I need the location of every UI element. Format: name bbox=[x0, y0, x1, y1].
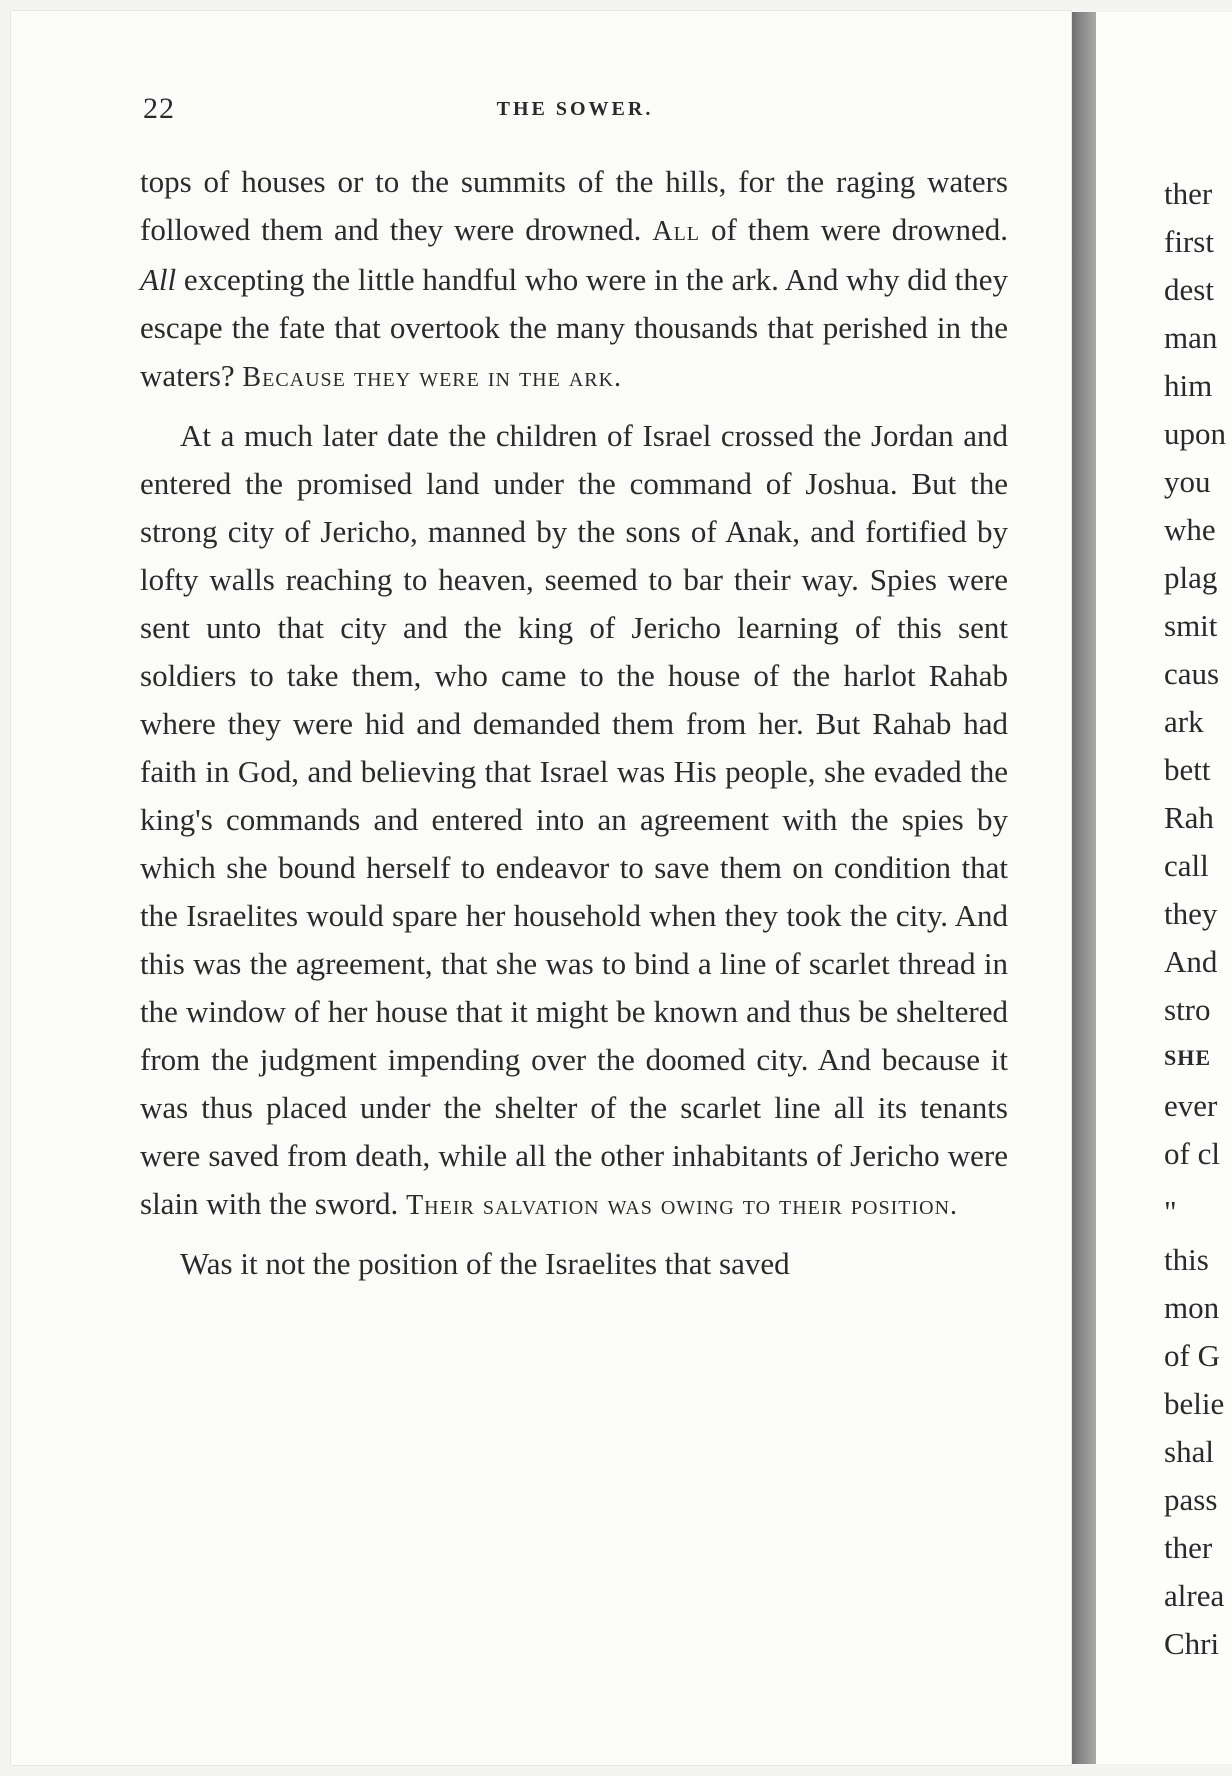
running-title: THE SOWER. bbox=[496, 98, 654, 120]
small-caps-run: All bbox=[652, 216, 701, 247]
facing-page-line: upon bbox=[1164, 416, 1226, 451]
facing-page-line: ther bbox=[1164, 1530, 1213, 1565]
text-run: tops of houses or to the summits of the hills, for the raging waters followed them and they were drowned. bbox=[140, 164, 1008, 247]
small-caps-run: Their salvation was owing to their position. bbox=[406, 1190, 959, 1221]
facing-page-line: first bbox=[1164, 224, 1214, 259]
text-run: of them were drowned. bbox=[700, 212, 1008, 247]
facing-page-line: whe bbox=[1164, 512, 1216, 547]
paragraph-2 bbox=[140, 412, 1008, 1230]
facing-page-line: smit bbox=[1164, 608, 1218, 643]
facing-page-line: man bbox=[1164, 320, 1218, 355]
facing-page-line: call bbox=[1164, 848, 1209, 883]
facing-page-line: ark bbox=[1164, 704, 1204, 739]
facing-page-line: ever bbox=[1164, 1088, 1218, 1123]
facing-page-line: ther bbox=[1164, 176, 1213, 211]
text-run: At a much later date the children of Israel crossed the Jordan and entered the promised land under the command of Joshua. But the strong city of Jericho, manned by the sons of Anak, and fortified by lofty walls reaching to heaven, seemed to bar their way. Spies were sent unto that city and the king of Jericho learning of this sent soldiers to take them, who came to the house of the harlot Rahab where they were hid and demanded them from her. But Rahab had faith in God, and believing that Israel was His people, she evaded the king's commands and entered into an agreement with the spies by which she bound herself to endeavor to save them on condition that the Israelites would spare her household when they took the city. And this was the agreement, that she was to bind a line of scarlet thread in the window of her house that it might be known and thus be sheltered from the judgment impending over the doomed city. And because it was thus placed under the shelter of the scarlet line all its tenants were saved from death, while all the other inhabitants of Jericho were slain with the sword. bbox=[140, 418, 1008, 1221]
facing-page-line: they bbox=[1164, 896, 1218, 931]
facing-page-line: plag bbox=[1164, 560, 1218, 595]
facing-page-line: this bbox=[1164, 1242, 1209, 1277]
body-text bbox=[140, 158, 1008, 1288]
italic-run: All bbox=[140, 262, 177, 297]
facing-page-line: And bbox=[1164, 944, 1218, 979]
text-run: excepting the little handful who were in the ark. And why did they escape the fate that overtook the many thousands that perished in the waters? bbox=[140, 262, 1008, 393]
facing-page-line: you bbox=[1164, 464, 1211, 499]
facing-page-line: him bbox=[1164, 368, 1213, 403]
small-caps-run: Because they were in the ark. bbox=[242, 362, 623, 393]
facing-page-line: stro bbox=[1164, 992, 1211, 1027]
facing-page-line: belie bbox=[1164, 1386, 1225, 1421]
running-head bbox=[143, 92, 1007, 132]
facing-page-line: " bbox=[1164, 1194, 1177, 1229]
facing-page-line: mon bbox=[1164, 1290, 1220, 1325]
facing-page-lines bbox=[1164, 170, 1226, 1668]
facing-page-line: of cl bbox=[1164, 1136, 1220, 1171]
page-number: 22 bbox=[143, 92, 175, 125]
facing-page-line: of G bbox=[1164, 1338, 1220, 1373]
paragraph-3 bbox=[140, 1240, 1008, 1288]
facing-page-line: SHE bbox=[1164, 1045, 1212, 1070]
text-run: Was it not the position of the Israelites that saved bbox=[180, 1246, 790, 1281]
facing-page-line: Rah bbox=[1164, 800, 1214, 835]
book-gutter bbox=[1072, 12, 1096, 1764]
facing-page-line: alrea bbox=[1164, 1578, 1225, 1613]
facing-page-line: shal bbox=[1164, 1434, 1214, 1469]
facing-page-line: pass bbox=[1164, 1482, 1218, 1517]
facing-page bbox=[1096, 12, 1232, 1764]
facing-page-line: caus bbox=[1164, 656, 1220, 691]
facing-page-line: bett bbox=[1164, 752, 1211, 787]
facing-page-line: dest bbox=[1164, 272, 1214, 307]
paragraph-1 bbox=[140, 158, 1008, 402]
facing-page-line: Chri bbox=[1164, 1626, 1220, 1661]
